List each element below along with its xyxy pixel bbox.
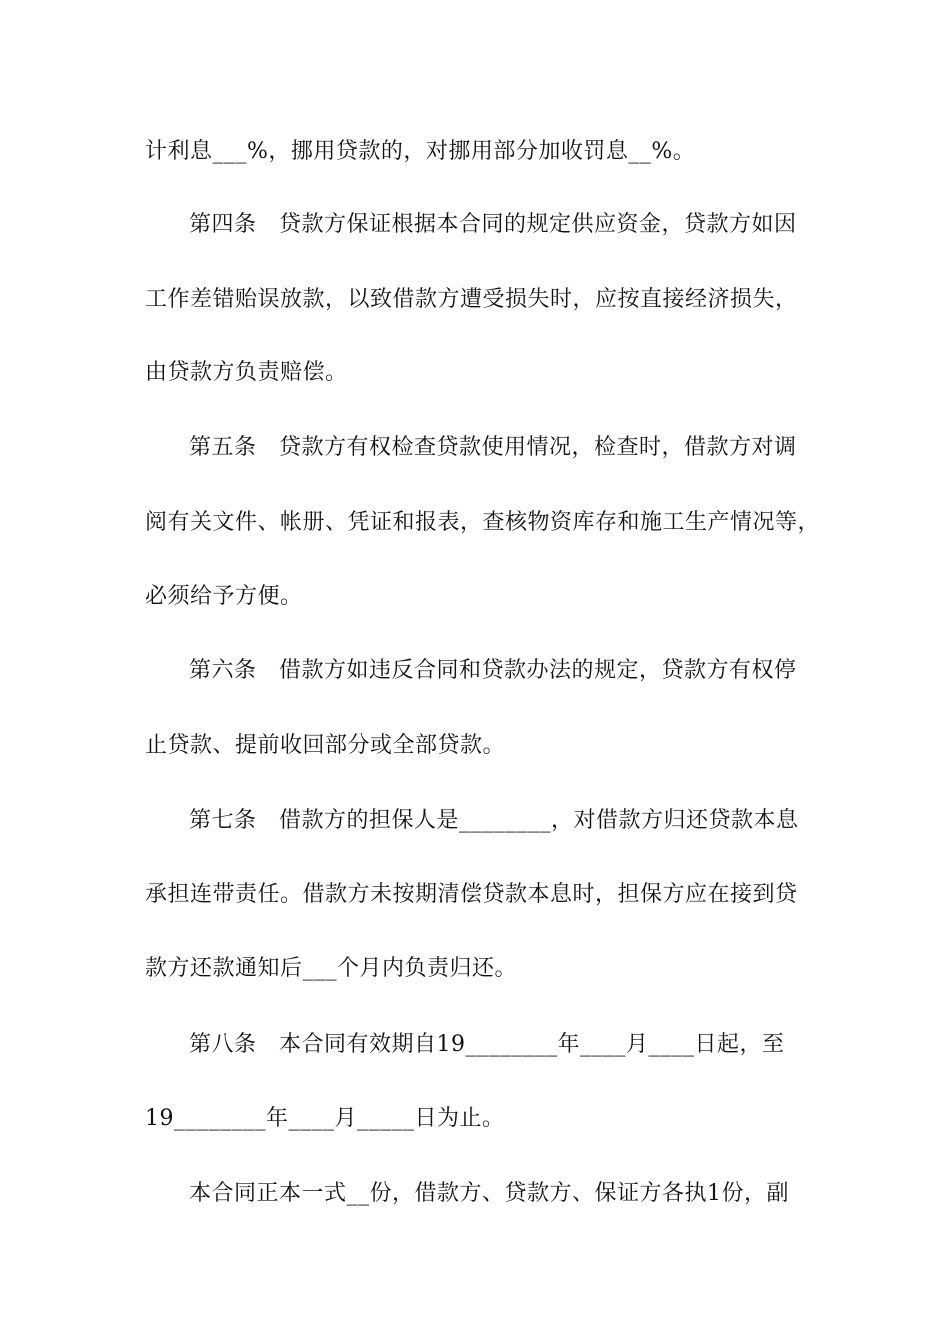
text-line: 计利息___%，挪用贷款的，对挪用部分加收罚息__%。 (145, 139, 696, 164)
text-line: 止贷款、提前收回部分或全部贷款。 (145, 733, 506, 758)
text-line: 19________年____月_____日为止。 (145, 1106, 505, 1131)
text-line: 由贷款方负责赔偿。 (145, 360, 348, 385)
text-line: 阅有关文件、帐册、凭证和报表，查核物资库存和施工生产情况等， (145, 510, 821, 535)
article-7-line: 第七条 借款方的担保人是________，对借款方归还贷款本息 (189, 808, 799, 833)
article-8-line: 第八条 本合同有效期自19________年____月____日起，至 (189, 1032, 785, 1057)
article-6-line: 第六条 借款方如违反合同和贷款办法的规定，贷款方有权停 (189, 658, 797, 683)
text-line: 必须给予方便。 (145, 584, 303, 609)
text-line: 承担连带责任。借款方未按期清偿贷款本息时，担保方应在接到贷 (145, 882, 798, 907)
copies-clause-line: 本合同正本一式__份，借款方、贷款方、保证方各执1份，副 (189, 1181, 789, 1206)
text-line: 工作差错贻误放款，以致借款方遭受损失时，应按直接经济损失， (145, 287, 798, 312)
article-5-line: 第五条 贷款方有权检查贷款使用情况，检查时，借款方对调 (189, 435, 797, 460)
text-line: 款方还款通知后___个月内负责归还。 (145, 956, 518, 981)
article-4-line: 第四条 贷款方保证根据本合同的规定供应资金，贷款方如因 (189, 212, 797, 237)
